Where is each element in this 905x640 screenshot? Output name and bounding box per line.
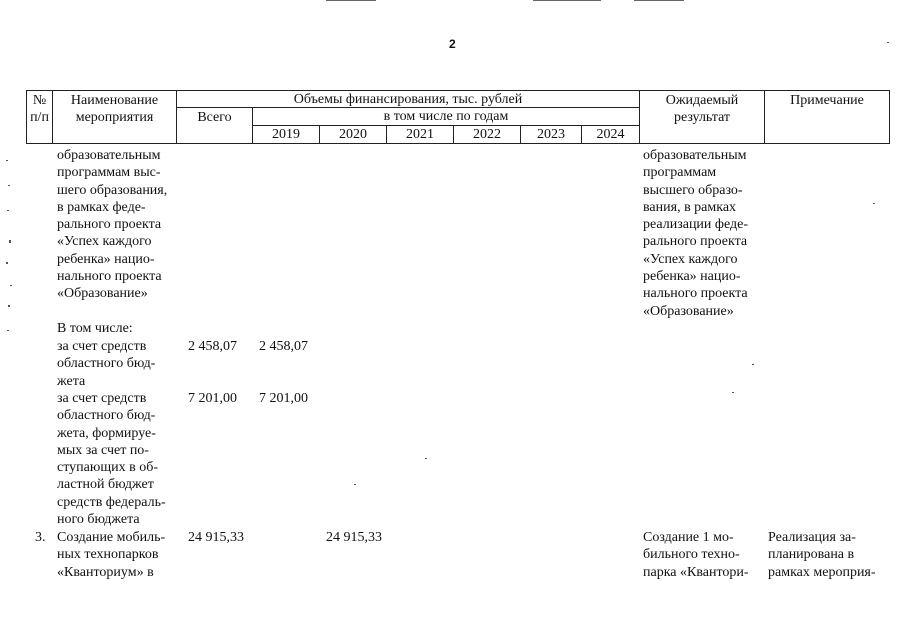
source2-name-line: жета, формируе-	[57, 425, 156, 441]
header-note: Примечание	[790, 93, 864, 108]
scan-speck	[752, 364, 754, 365]
scan-speck	[425, 458, 427, 459]
source2-name-line: мых за счет по-	[57, 442, 149, 458]
row3-result-line: Создание 1 мо-	[643, 530, 734, 545]
row3-2020: 24 915,33	[326, 530, 382, 545]
block1-name-line: ребенка» нацио-	[57, 251, 155, 267]
header-year-2024: 2024	[596, 127, 625, 142]
header-result-line1: Ожидаемый	[665, 93, 739, 108]
block1-result	[643, 147, 748, 320]
page-number: 2	[449, 37, 456, 51]
row3-num: 3.	[35, 530, 46, 545]
scan-speck	[7, 330, 9, 331]
source2-name-line: ного бюджета	[57, 512, 140, 528]
scan-speck	[354, 484, 356, 485]
row3-result	[643, 529, 749, 581]
block1-name	[57, 147, 167, 303]
source1-2019: 2 458,07	[259, 339, 308, 354]
scan-artifact-line	[533, 0, 601, 1]
source2-name-line: за счет средств	[57, 391, 147, 406]
header-name	[53, 92, 176, 126]
block1-name-line: «Успех каждого	[57, 234, 152, 250]
scan-speck	[887, 42, 889, 43]
row3-name-line: Создание мобиль-	[57, 530, 166, 545]
row3-result-line: бильного техно-	[643, 547, 740, 563]
source1-total: 2 458,07	[188, 339, 237, 354]
scan-speck	[8, 185, 10, 186]
header-by-years: в том числе по годам	[383, 109, 509, 124]
header-year-2021: 2021	[406, 127, 434, 142]
source1-name-line: за счет средств	[57, 339, 147, 354]
block1-name-line: шего образования,	[57, 182, 168, 198]
row3-note-line: планирована в	[768, 547, 855, 563]
source2-name-line: ластной бюджет	[57, 477, 154, 493]
header-name-line1: Наименование	[70, 93, 159, 108]
header-year-2019: 2019	[272, 127, 300, 142]
block1-result-line: высшего образо-	[643, 182, 743, 198]
header-num	[27, 92, 52, 126]
source2-name-line: ступающих в об-	[57, 460, 158, 476]
block1-result-line: «Образование»	[643, 303, 734, 319]
block1-result-line: образовательным	[643, 148, 747, 163]
header-num-pp: п/п	[30, 110, 49, 125]
row3-name	[57, 529, 165, 581]
header-result-line2: результат	[673, 110, 731, 125]
source2-total: 7 201,00	[188, 391, 237, 406]
block1-result-line: «Успех каждого	[643, 251, 738, 267]
header-result	[640, 92, 764, 126]
block1-result-line: ребенка» нацио-	[643, 269, 741, 285]
source2-name-line: областного бюд-	[57, 408, 156, 424]
row3-note-line: Реализация за-	[768, 530, 856, 545]
block1-result-line: реализации феде-	[643, 217, 749, 233]
scan-speck	[732, 392, 734, 393]
source2-name	[57, 390, 166, 528]
block1-name-line: в рамках феде-	[57, 199, 146, 215]
header-num-sign: №	[32, 93, 47, 108]
block1-name-line: программам выс-	[57, 165, 161, 181]
row3-total: 24 915,33	[188, 530, 244, 545]
header-total: Всего	[197, 110, 232, 125]
scan-speck	[10, 285, 12, 286]
source1-name	[57, 338, 155, 390]
scan-artifact-line	[326, 0, 376, 1]
block1-result-line: программам	[643, 165, 717, 181]
scan-speck	[7, 210, 9, 211]
including-label: В том числе:	[57, 321, 133, 336]
block1-name-line: образовательным	[57, 148, 161, 163]
block1-result-line: вания, в рамках	[643, 199, 737, 215]
block1-name-line: рального проекта	[57, 217, 162, 233]
scan-speck	[873, 203, 875, 204]
header-funding: Объемы финансирования, тыс. рублей	[293, 92, 523, 107]
block1-result-line: нального проекта	[643, 286, 748, 302]
scan-speck	[8, 305, 10, 307]
block1-name-line: «Образование»	[57, 286, 148, 302]
scan-speck	[6, 262, 8, 264]
block1-name-line: нального проекта	[57, 269, 162, 285]
scan-speck	[6, 160, 8, 161]
header-year-2022: 2022	[473, 127, 501, 142]
header-name-line2: мероприятия	[75, 110, 154, 125]
scan-speck	[9, 240, 11, 243]
row3-name-line: ных технопарков	[57, 547, 159, 563]
col-border	[889, 90, 890, 143]
source1-name-line: областного бюд-	[57, 356, 156, 372]
row3-result-line: парка «Квантори-	[643, 564, 749, 580]
header-bottom-border	[26, 143, 890, 144]
scan-artifact-line	[634, 0, 684, 1]
source2-2019: 7 201,00	[259, 391, 308, 406]
source1-name-line: жета	[57, 373, 86, 389]
block1-result-line: рального проекта	[643, 234, 748, 250]
row3-note-line: рамках мероприя-	[768, 564, 876, 580]
source2-name-line: средств федераль-	[57, 494, 166, 510]
row3-note	[768, 529, 876, 581]
row3-name-line: «Кванториум» в	[57, 564, 154, 580]
header-year-2023: 2023	[537, 127, 565, 142]
header-year-2020: 2020	[339, 127, 367, 142]
